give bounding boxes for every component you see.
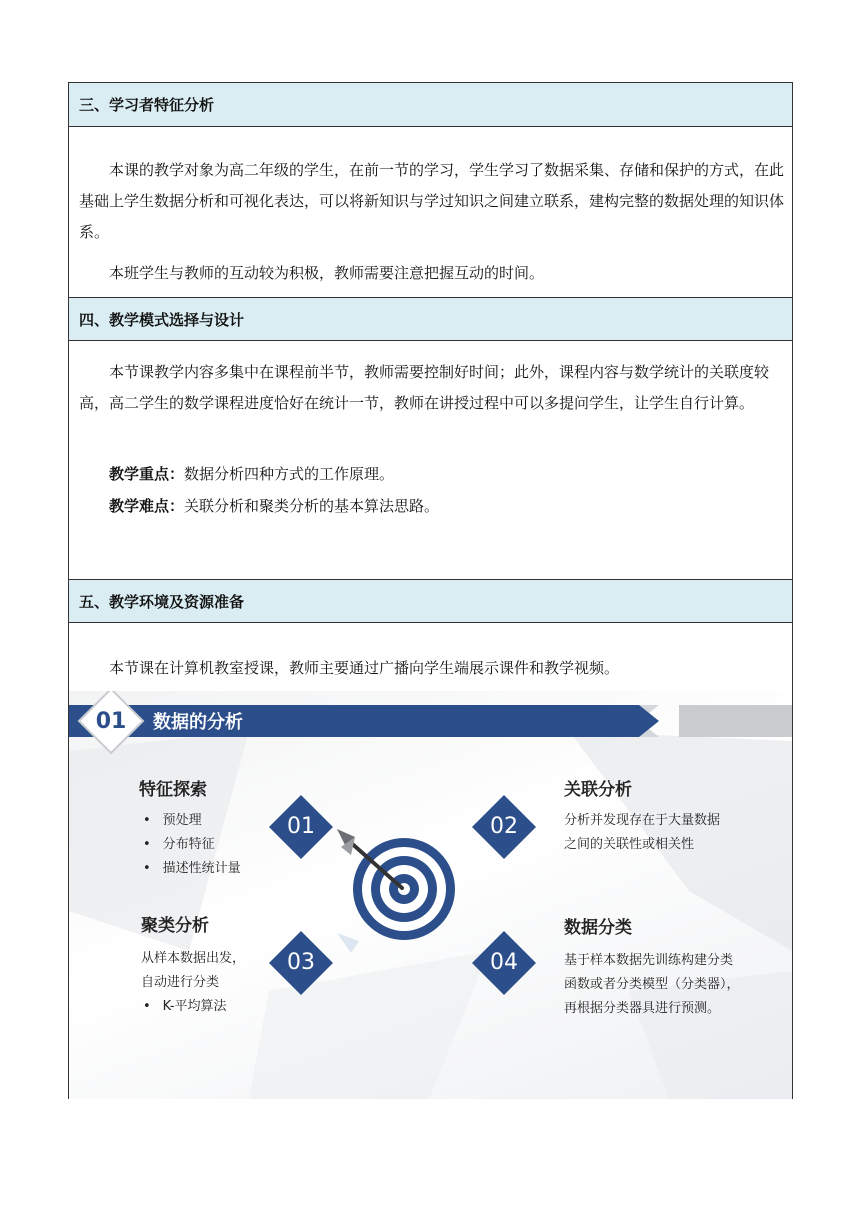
lesson-plan-table (68, 82, 793, 1099)
section-3-header (69, 83, 792, 127)
key-point-text: 数据分析四种方式的工作原理。 (184, 465, 395, 483)
q4-line-2: 函数或者分类模型（分类器）， (564, 977, 740, 992)
diamond-03-number: 03 (287, 950, 315, 975)
section-3-title: 三、学习者特征分析 (79, 96, 215, 114)
diamond-01-number: 01 (287, 814, 315, 839)
section-5-title: 五、教学环境及资源准备 (79, 593, 245, 611)
banner-title: 数据的分析 (153, 712, 243, 733)
diamond-02-number: 02 (490, 814, 518, 839)
cluster-analysis-title: 聚类分析 (141, 916, 209, 936)
diamond-04-number: 04 (490, 950, 518, 975)
data-classification-title: 数据分类 (564, 918, 632, 938)
difficult-point-text: 关联分析和聚类分析的基本算法思路。 (184, 497, 440, 515)
association-analysis-title: 关联分析 (564, 780, 632, 800)
difficult-point-label: 教学难点： (109, 497, 185, 515)
banner-number: 01 (95, 709, 127, 734)
section-3-paragraph-1: 本课的教学对象为高二年级的学生，在前一节的学习，学生学习了数据采集、存储和保护的方式，在此基础上学生数据分析和可视化表达，可以将新知识与学过知识之间建立联系，建构完整的数据处理的知识体系。 (79, 161, 785, 241)
banner-grey-tail (679, 705, 792, 737)
q3-line-2: 自动进行分类 (141, 975, 220, 990)
section-5-paragraph-1: 本节课在计算机教室授课，教师主要通过广播向学生端展示课件和教学视频。 (109, 659, 620, 677)
q3-item-1: • K-平均算法 (143, 995, 227, 1019)
section-4-difficult-point (79, 491, 789, 522)
section-4-header (69, 297, 792, 341)
q4-line-1: 基于样本数据先训练构建分类 (564, 953, 734, 968)
q1-item-1: • 预处理 (143, 809, 202, 833)
q4-line-3: 再根据分类器具进行预测。 (564, 1001, 721, 1016)
section-4-key-point (79, 459, 789, 490)
data-analysis-infographic (69, 691, 792, 1099)
section-4-paragraph-1: 本节课教学内容多集中在课程前半节，教师需要控制好时间；此外，课程内容与数学统计的关联度较高，高二学生的数学课程进度恰好在统计一节，教师在讲授过程中可以多提问学生，让学生自行计算。 (79, 363, 770, 412)
section-5-header (69, 579, 792, 623)
q1-item-3: • 描述性统计量 (143, 857, 241, 881)
q3-line-1: 从样本数据出发， (141, 951, 246, 966)
target-with-arrow-icon (337, 829, 455, 953)
q2-line-1: 分析并发现存在于大量数据 (564, 813, 721, 828)
q2-line-2: 之间的关联性或相关性 (564, 837, 695, 852)
section-3-paragraph-2: 本班学生与教师的互动较为积极，教师需要注意把握互动的时间。 (109, 264, 545, 282)
infographic-background (69, 691, 792, 1099)
feature-exploration-title: 特征探索 (139, 780, 207, 800)
key-point-label: 教学重点： (109, 465, 185, 483)
section-4-title: 四、教学模式选择与设计 (79, 311, 245, 329)
q1-item-2: • 分布特征 (143, 833, 215, 857)
